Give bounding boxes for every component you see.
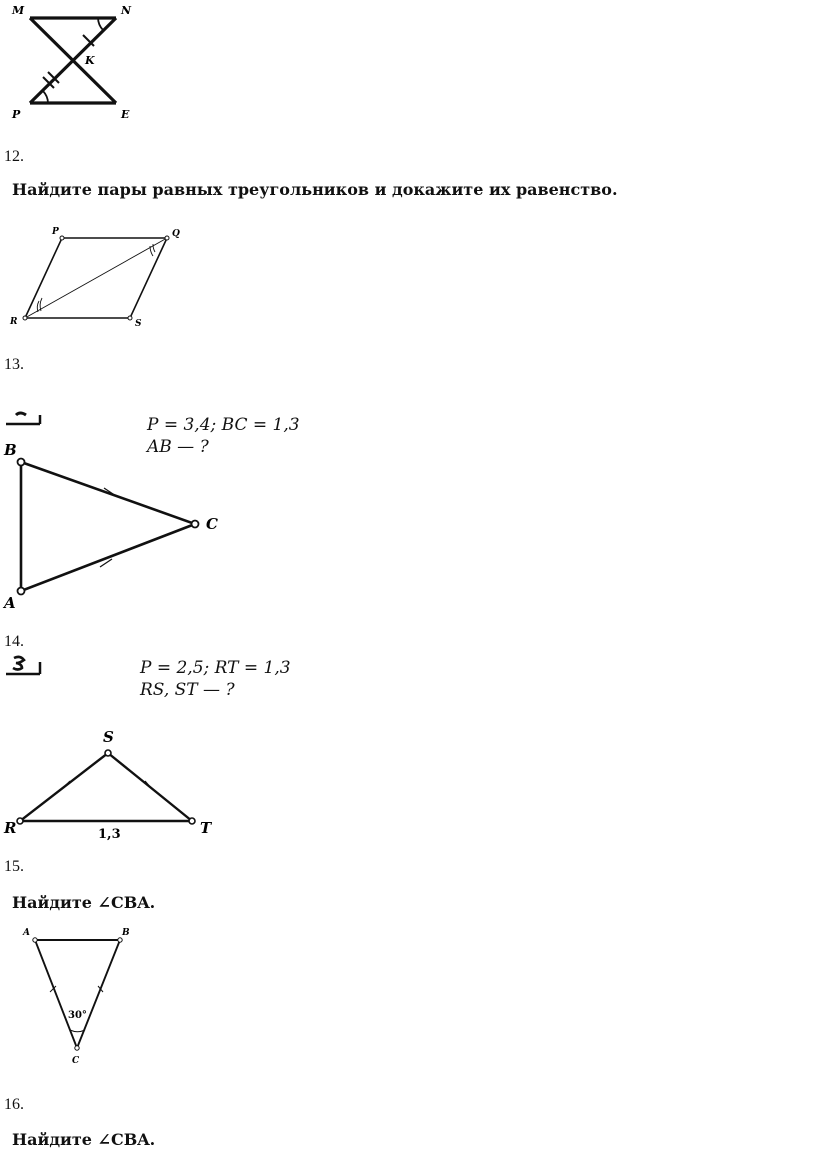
angle-label: 30°: [68, 1010, 87, 1021]
problem-13-question: AB — ?: [147, 437, 209, 457]
problem-14-given: P = 2,5; RT = 1,3: [140, 658, 291, 678]
problem-16-text: Найдите ∠CBA.: [12, 1130, 156, 1149]
cropped-header-mark: [0, 652, 60, 680]
label-c: C: [206, 515, 218, 533]
label-b: B: [4, 441, 17, 459]
label-r: R: [4, 819, 17, 837]
label-n: N: [121, 4, 132, 17]
label-a: A: [4, 594, 16, 612]
problem-13-given: P = 3,4; BC = 1,3: [147, 415, 300, 435]
label-t: T: [200, 819, 212, 837]
problem-15-text: Найдите ∠CBA.: [12, 893, 156, 912]
problem-16-number: 16.: [4, 1096, 24, 1113]
problem-12-number: 12.: [4, 148, 24, 165]
problem-13-number: 13.: [4, 356, 24, 373]
figure-mnkpe: [0, 0, 160, 125]
label-p: P: [12, 108, 21, 121]
cropped-header-mark: [0, 405, 60, 429]
label-e: E: [121, 108, 130, 121]
figure-pqrs: [0, 222, 200, 332]
figure-rst-14: [0, 725, 230, 850]
label-p: P: [52, 227, 59, 237]
label-s: S: [135, 319, 142, 329]
side-length-label: 1,3: [98, 827, 121, 842]
label-r: R: [10, 317, 18, 327]
label-q: Q: [172, 229, 180, 239]
label-a: A: [23, 928, 30, 938]
label-s: S: [103, 728, 114, 746]
figure-abc-15: [0, 920, 150, 1070]
label-b: B: [122, 928, 130, 938]
problem-12-text: Найдите пары равных треугольников и докажите их равенство.: [12, 180, 618, 199]
problem-14-question: RS, ST — ?: [140, 680, 235, 700]
problem-15-number: 15.: [4, 858, 24, 875]
problem-14-number: 14.: [4, 633, 24, 650]
label-k: K: [85, 54, 95, 67]
label-c: C: [72, 1056, 80, 1066]
label-m: M: [12, 4, 25, 17]
figure-abc-13: [0, 440, 230, 615]
